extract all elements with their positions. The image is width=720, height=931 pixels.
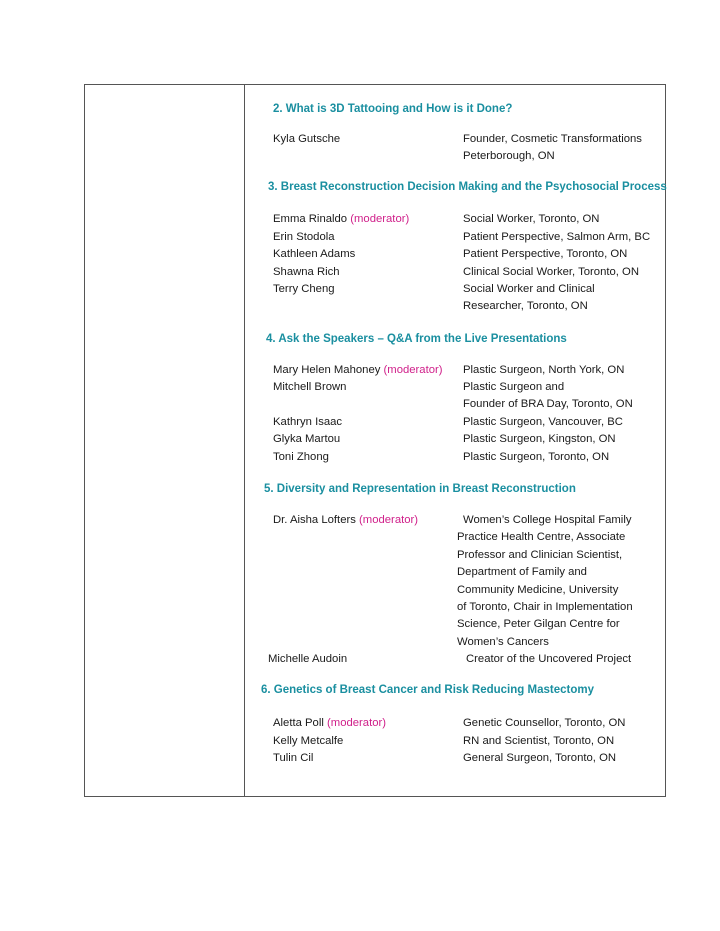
section-title: 2. What is 3D Tattooing and How is it Done?: [273, 103, 513, 115]
speaker-role: Plastic Surgeon, Vancouver, BC: [463, 416, 623, 428]
speaker-name: Emma Rinaldo (moderator): [273, 213, 410, 225]
speaker-name: Tulin Cil: [273, 752, 314, 764]
moderator-tag: (moderator): [359, 514, 419, 526]
speaker-name: Shawna Rich: [273, 266, 340, 278]
moderator-tag: (moderator): [383, 364, 443, 376]
speaker-role: Plastic Surgeon, Toronto, ON: [463, 451, 610, 463]
speaker-role: Clinical Social Worker, Toronto, ON: [463, 266, 640, 278]
speaker-role: Plastic Surgeon and Founder of BRA Day, Toronto, ON: [463, 381, 633, 411]
section-title: 6. Genetics of Breast Cancer and Risk Reducing Mastectomy: [261, 684, 594, 696]
moderator-tag: (moderator): [327, 717, 387, 729]
speaker-role: Social Worker, Toronto, ON: [463, 213, 600, 225]
speaker-role: Founder, Cosmetic Transformations Peterborough, ON: [463, 133, 642, 163]
speaker-name: Dr. Aisha Lofters (moderator): [273, 514, 419, 526]
speaker-name: Mitchell Brown: [273, 381, 347, 393]
speaker-role: Patient Perspective, Salmon Arm, BC: [463, 231, 651, 243]
speaker-name: Erin Stodola: [273, 231, 335, 243]
speaker-role: RN and Scientist, Toronto, ON: [463, 735, 615, 747]
speaker-role: Genetic Counsellor, Toronto, ON: [463, 717, 626, 729]
speaker-role: Social Worker and Clinical Researcher, Toronto, ON: [463, 283, 595, 313]
speaker-name: Kelly Metcalfe: [273, 735, 344, 747]
speaker-name: Toni Zhong: [273, 451, 329, 463]
column-divider: [244, 84, 245, 797]
section-title: 3. Breast Reconstruction Decision Making and the Psychosocial Process: [268, 181, 667, 193]
section-title: 4. Ask the Speakers – Q&A from the Live Presentations: [266, 333, 567, 345]
speaker-role: Plastic Surgeon, North York, ON: [463, 364, 625, 376]
speaker-name: Mary Helen Mahoney (moderator): [273, 364, 443, 376]
speaker-role: Patient Perspective, Toronto, ON: [463, 248, 628, 260]
section-title: 5. Diversity and Representation in Breast Reconstruction: [264, 483, 576, 495]
speaker-role: General Surgeon, Toronto, ON: [463, 752, 617, 764]
speaker-role: Plastic Surgeon, Kingston, ON: [463, 433, 616, 445]
speaker-role: Women’s College Hospital Family Practice Health Centre, Associate Professor and Clinician Scientist, Department of Family and Community Medicine, University of Toronto, Chair in Implementation Science, Peter Gilgan Centre for Women’s Cancers: [457, 514, 633, 648]
speaker-name: Aletta Poll (moderator): [273, 717, 387, 729]
speaker-name: Kathleen Adams: [273, 248, 356, 260]
speaker-name: Kyla Gutsche: [273, 133, 341, 145]
speaker-name: Glyka Martou: [273, 433, 341, 445]
speaker-name: Kathryn Isaac: [273, 416, 343, 428]
speaker-name: Michelle Audoin: [268, 653, 348, 665]
moderator-tag: (moderator): [350, 213, 410, 225]
speaker-role: Creator of the Uncovered Project: [466, 653, 632, 665]
speaker-name: Terry Cheng: [273, 283, 335, 295]
